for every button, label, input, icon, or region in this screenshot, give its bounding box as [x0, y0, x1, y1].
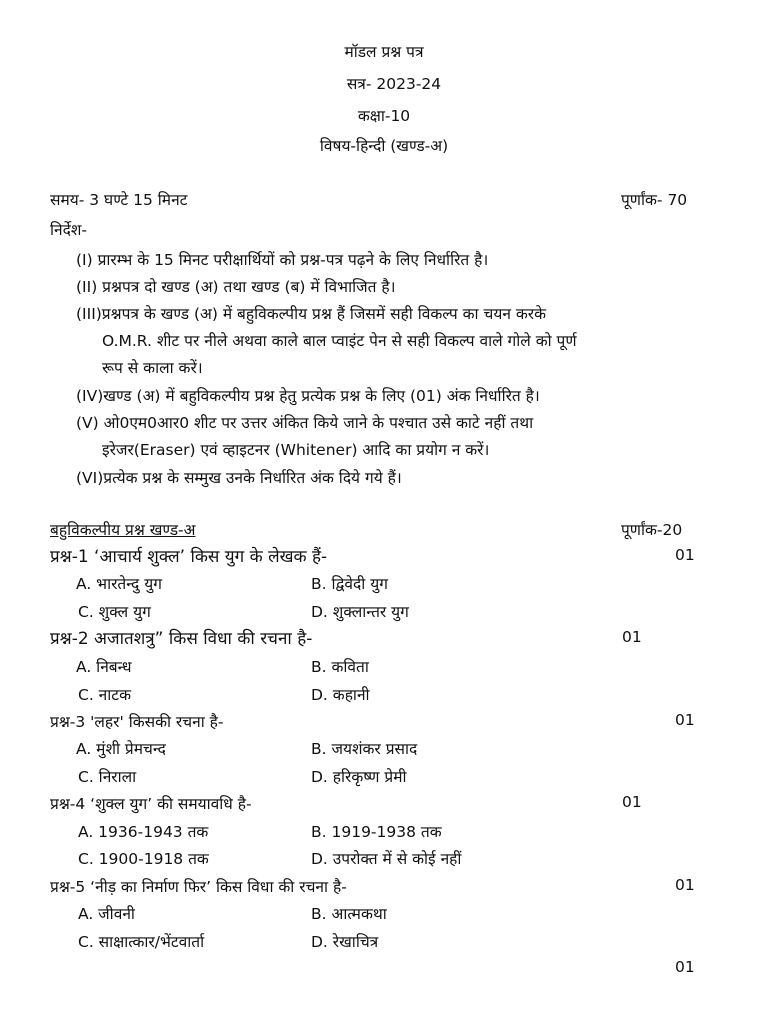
q4-option-d: D. उपरोक्त में से कोई नहीं	[311, 850, 462, 868]
max-marks: पूर्णांक- 70	[621, 191, 688, 209]
instruction-item: O.M.R. शीट पर नीले अथवा काले बाल प्वाइंट पेन से सही विकल्प वाले गोले को पूर्ण	[102, 332, 577, 350]
instruction-item: (VI)प्रत्येक प्रश्न के सम्मुख उनके निर्धारित अंक दिये गये हैं।	[76, 469, 402, 487]
question-1: प्रश्न-1 ‘आचार्य शुक्ल’ किस युग के लेखक हैं-	[50, 547, 328, 567]
instruction-item: (IV)खण्ड (अ) में बहुविकल्पीय प्रश्न हेतु प्रत्येक प्रश्न के लिए (01) अंक निर्धारित है।	[76, 387, 540, 405]
q5-option-a: A. जीवनी	[78, 905, 135, 923]
q3-option-d: D. हरिकृष्ण प्रेमी	[311, 768, 407, 786]
question-3: प्रश्न-3 'लहर' किसकी रचना है-	[50, 713, 224, 731]
section-marks: पूर्णांक-20	[621, 521, 683, 539]
question-4-marks: 01	[622, 793, 642, 811]
q5-option-d: D. रेखाचित्र	[311, 933, 379, 951]
question-1-marks: 01	[675, 546, 695, 564]
instruction-item: (I) प्रारम्भ के 15 मिनट परीक्षार्थियों को प्रश्न-पत्र पढ़ने के लिए निर्धारित है।	[76, 251, 489, 269]
q5-option-b: B. आत्मकथा	[311, 905, 387, 923]
question-2: प्रश्न-2 अजातशत्रु” किस विधा की रचना है-	[50, 629, 313, 649]
instruction-item: रूप से काला करें।	[102, 359, 203, 377]
q2-option-a: A. निबन्ध	[76, 658, 132, 676]
q4-option-b: B. 1919-1938 तक	[311, 823, 442, 841]
class: कक्षा-10	[357, 107, 411, 125]
q1-option-c: C. शुक्ल युग	[78, 603, 151, 621]
question-3-marks: 01	[675, 711, 695, 729]
instruction-item: (V) ओ0एम0आर0 शीट पर उत्तर अंकित किये जाने के पश्चात उसे काटे नहीं तथा	[76, 414, 534, 432]
session: सत्र- 2023-24	[346, 75, 442, 93]
paper-title: मॉडल प्रश्न पत्र	[344, 43, 424, 61]
next-question-marks: 01	[675, 958, 695, 976]
q4-option-a: A. 1936-1943 तक	[78, 823, 209, 841]
subject: विषय-हिन्दी (खण्ड-अ)	[319, 137, 449, 155]
q1-option-b: B. द्विवेदी युग	[311, 575, 388, 593]
instruction-item: (II) प्रश्नपत्र दो खण्ड (अ) तथा खण्ड (ब) में विभाजित है।	[76, 278, 396, 296]
question-5: प्रश्न-5 ‘नीड़ का निर्माण फिर’ किस विधा की रचना है-	[50, 878, 347, 896]
instructions-heading: निर्देश-	[50, 221, 87, 239]
section-title: बहुविकल्पीय प्रश्न खण्ड-अ	[50, 521, 196, 539]
q3-option-a: A. मुंशी प्रेमचन्द	[76, 740, 166, 758]
time-allowed: समय- 3 घण्टे 15 मिनट	[50, 191, 188, 209]
question-5-marks: 01	[675, 876, 695, 894]
q3-option-c: C. निराला	[78, 768, 137, 786]
q4-option-c: C. 1900-1918 तक	[78, 850, 209, 868]
q1-option-d: D. शुक्लान्तर युग	[311, 603, 409, 621]
instruction-item: इरेजर(Eraser) एवं व्हाइटनर (Whitener) आदि का प्रयोग न करें।	[102, 441, 490, 459]
q3-option-b: B. जयशंकर प्रसाद	[311, 740, 418, 758]
question-4: प्रश्न-4 ‘शुक्ल युग’ की समयावधि है-	[50, 795, 252, 813]
q2-option-c: C. नाटक	[78, 686, 132, 704]
q2-option-b: B. कविता	[311, 658, 369, 676]
q2-option-d: D. कहानी	[311, 686, 370, 704]
q1-option-a: A. भारतेन्दु युग	[76, 575, 162, 593]
question-2-marks: 01	[622, 628, 642, 646]
instruction-item: (III)प्रश्नपत्र के खण्ड (अ) में बहुविकल्पीय प्रश्न हैं जिसमें सही विकल्प का चयन करके	[76, 305, 547, 323]
q5-option-c: C. साक्षात्कार/भेंटवार्ता	[78, 933, 205, 951]
